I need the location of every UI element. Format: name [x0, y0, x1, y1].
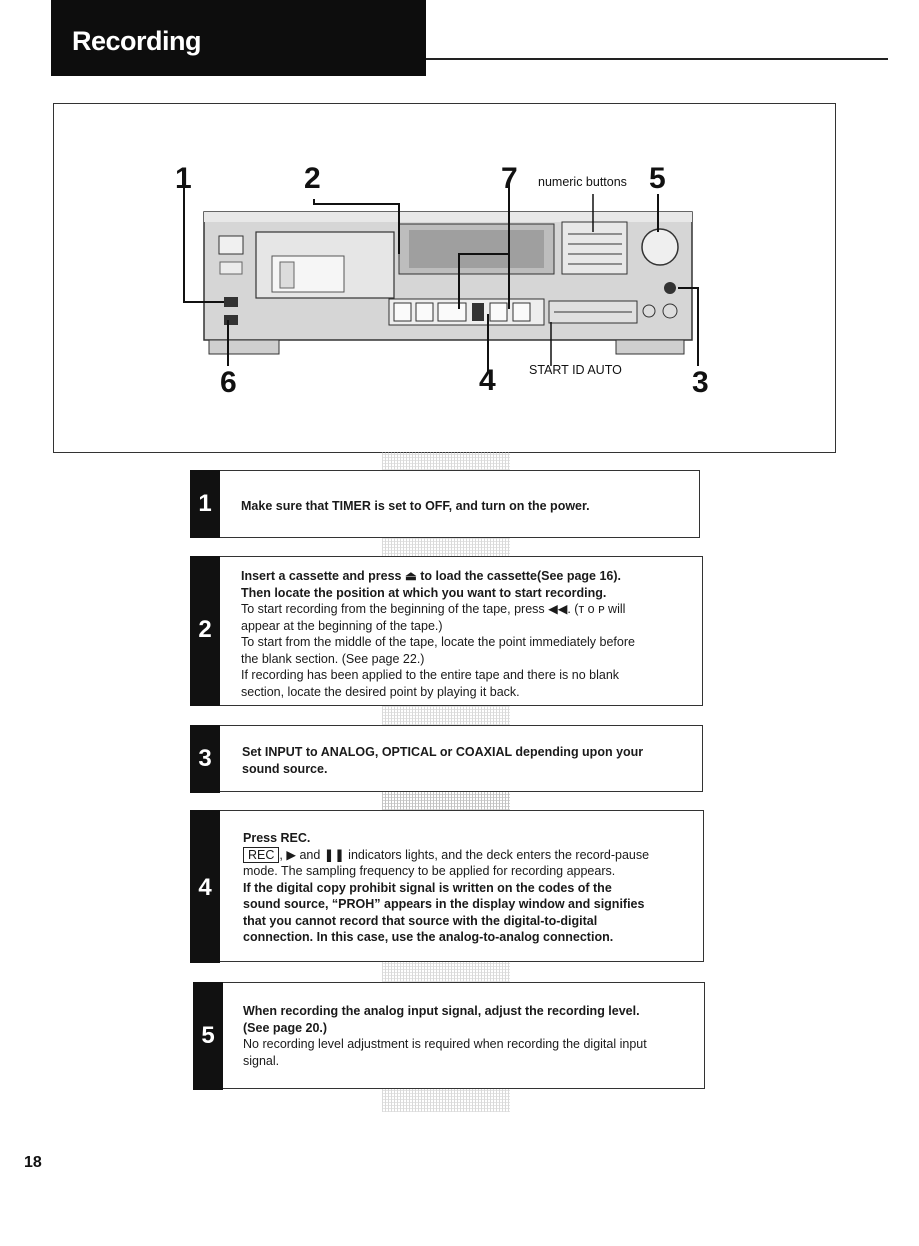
step-2-note: appear at the beginning of the tape.) — [241, 618, 443, 633]
hatch-connector — [382, 705, 510, 725]
step-5-instruction: (See page 20.) — [243, 1020, 328, 1035]
step-2-note: the blank section. (See page 22.) — [241, 651, 425, 666]
step-2-note: To start recording from the beginning of the tape, press ◀◀. (ᴛ ᴏ ᴘ will — [241, 602, 626, 616]
numeric-keypad — [562, 222, 627, 274]
step-2-note: section, locate the desired point by playing it back. — [241, 684, 520, 699]
step-5-note: signal. — [243, 1053, 280, 1068]
callout-5: 5 — [649, 162, 666, 195]
transport-btn — [490, 303, 507, 321]
deck-foot-right — [616, 340, 684, 354]
step-4-instruction: Press REC. — [243, 831, 311, 845]
small-button-6 — [224, 315, 238, 325]
rec-button — [472, 303, 484, 321]
step-1-tab — [190, 470, 220, 538]
timer-switch — [220, 262, 242, 274]
callout-1: 1 — [175, 162, 192, 195]
step-number: 2 — [198, 616, 212, 643]
hatch-connector — [382, 1088, 510, 1112]
start-id-auto-label: START ID AUTO — [529, 363, 622, 377]
transport-btn — [513, 303, 530, 321]
step-number: 3 — [198, 745, 212, 772]
step-4-tab — [190, 810, 220, 963]
page-number: 18 — [24, 1154, 42, 1171]
step-4-text — [243, 830, 698, 946]
step-4-warning: connection. In this case, use the analog-to-analog connection. — [243, 930, 614, 944]
header-rule — [426, 58, 888, 60]
transport-btn — [438, 303, 466, 321]
step-1-text: Make sure that TIMER is set to OFF, and turn on the power. — [241, 499, 590, 513]
small-button-1 — [224, 297, 238, 307]
step-2-instruction: Then locate the position at which you want to start recording. — [241, 585, 607, 600]
hatch-connector — [382, 790, 510, 810]
step-2-text — [241, 568, 696, 700]
callout-7: 7 — [501, 162, 518, 195]
step-3-instruction: sound source. — [242, 761, 328, 776]
cassette-reel — [280, 262, 294, 288]
step-number: 4 — [198, 874, 212, 901]
step-2-note: To start from the middle of the tape, locate the point immediately before — [241, 635, 635, 649]
deck-figure — [53, 103, 836, 453]
input-knob — [664, 282, 676, 294]
step-number: 1 — [198, 490, 212, 517]
step-3-text — [242, 744, 697, 777]
deck-top-edge — [204, 212, 692, 222]
deck-foot-left — [209, 340, 279, 354]
step-2-tab — [190, 556, 220, 706]
callout-3: 3 — [692, 366, 709, 399]
power-button — [219, 236, 243, 254]
step-4-note: , ▶ and ❚❚ indicators lights, and the deck enters the record-pause — [279, 847, 650, 862]
deck-illustration — [54, 104, 835, 452]
step-5-text — [243, 1003, 698, 1069]
callout-2: 2 — [304, 162, 321, 195]
phones-jack — [663, 304, 677, 318]
hatch-connector — [382, 452, 510, 470]
step-number: 5 — [201, 1022, 215, 1049]
input-selector — [643, 305, 655, 317]
step-3-instruction: Set INPUT to ANALOG, OPTICAL or COAXIAL depending upon your — [242, 745, 644, 759]
transport-btn — [394, 303, 411, 321]
step-2-note: If recording has been applied to the entire tape and there is no blank — [241, 668, 620, 682]
step-5-instruction: When recording the analog input signal, adjust the recording level. — [243, 1004, 640, 1018]
step-5-tab — [193, 982, 223, 1090]
step-4-note: mode. The sampling frequency to be applied for recording appears. — [243, 864, 616, 878]
hatch-connector — [382, 960, 510, 982]
transport-btn — [416, 303, 433, 321]
step-5-note: No recording level adjustment is required when recording the digital input — [243, 1037, 647, 1051]
page-title: Recording — [72, 26, 202, 56]
step-4-warning: If the digital copy prohibit signal is written on the codes of the — [243, 880, 612, 895]
rec-level-knob — [642, 229, 678, 265]
rec-indicator: REC — [243, 847, 279, 863]
numeric-buttons-label: numeric buttons — [538, 175, 627, 189]
callout-4: 4 — [479, 364, 496, 397]
display-screen — [409, 230, 544, 268]
step-4-warning: that you cannot record that source with the digital-to-digital — [243, 913, 598, 928]
callout-6: 6 — [220, 366, 237, 399]
step-3-tab — [190, 725, 220, 793]
hatch-connector — [382, 537, 510, 557]
step-4-warning: sound source, “PROH” appears in the display window and signifies — [243, 897, 645, 911]
step-2-instruction: Insert a cassette and press ⏏ to load the cassette(See page 16). — [241, 569, 622, 583]
